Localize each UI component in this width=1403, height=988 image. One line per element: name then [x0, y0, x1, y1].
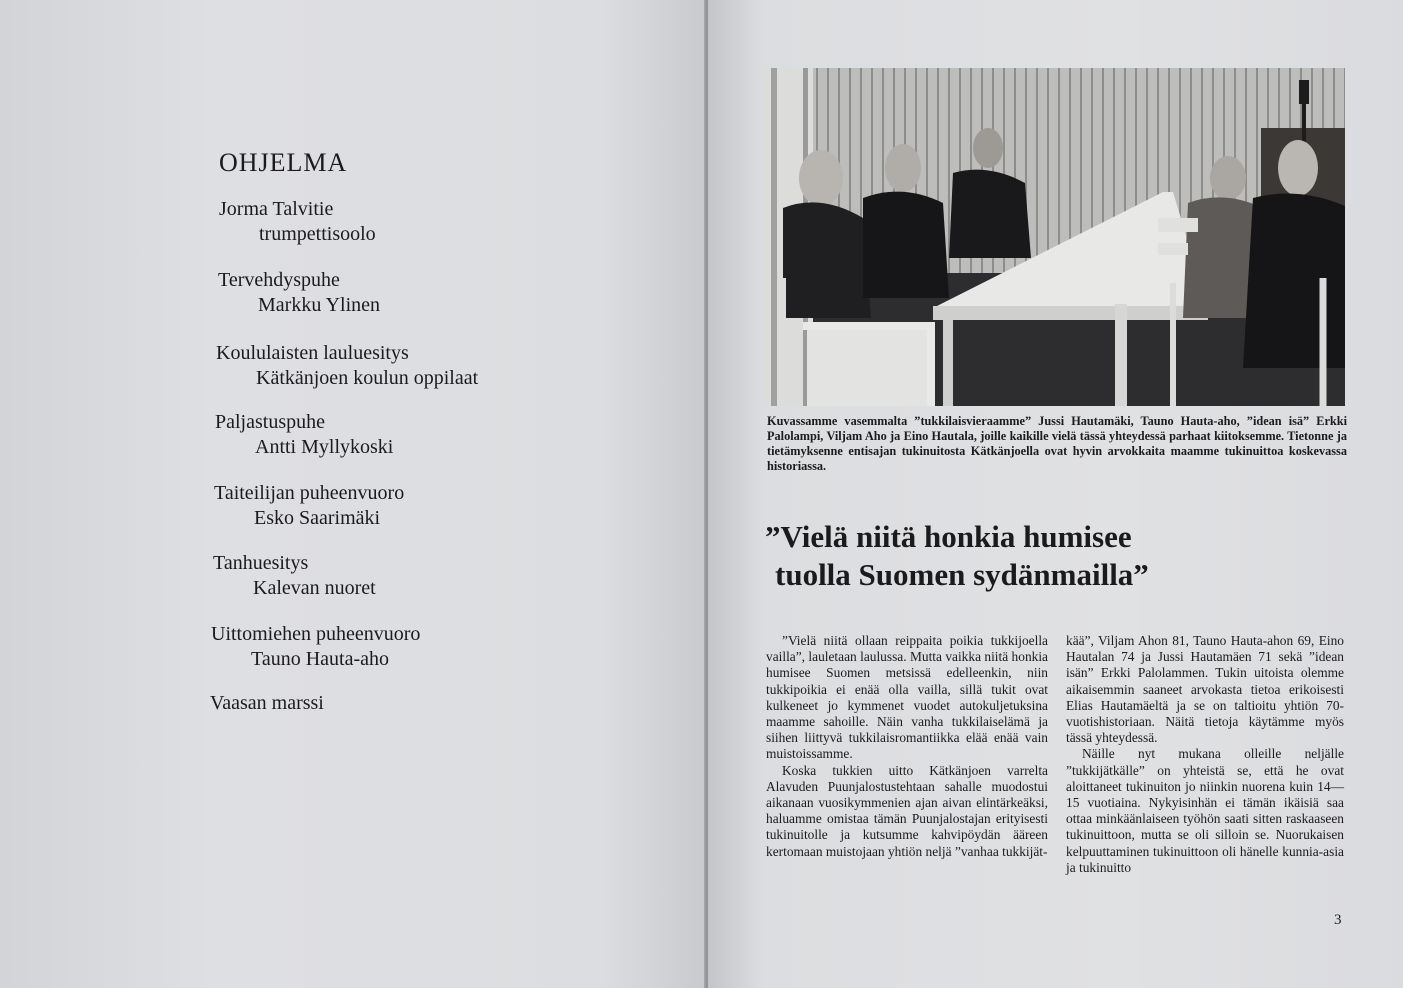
article-paragraph: Näille nyt mukana olleille neljälle ”tukkijätkälle” on yhteistä se, että he ovat aloittaneet tukinuiton jo niinkin nuorena kuin 14—15 vuotiaina. Nykyisinhän ei tämän ikäisiä saa ottaa minkäänlaiseen työhön saati sitten raskaaseen tukinuittoon, mutta se oli silloin se. Nuorukaisen kelpuuttaminen tukinuittoon oli hänelle kunnia-asia ja tukinuitto	[1066, 746, 1344, 875]
program-item	[219, 197, 376, 247]
article-column-1	[766, 633, 1048, 860]
photo-illustration	[763, 68, 1345, 406]
program-item	[215, 410, 393, 460]
headline-line-2: tuolla Suomen sydänmailla”	[775, 557, 1149, 592]
program-item	[213, 551, 376, 601]
headline-line-1: ”Vielä niitä honkia humisee	[765, 519, 1132, 554]
article-headline	[765, 518, 1205, 594]
program-item	[210, 691, 324, 716]
program-act: Uittomiehen puheenvuoro	[211, 623, 421, 645]
program-title: OHJELMA	[219, 148, 348, 177]
program-performer: Tauno Hauta-aho	[251, 648, 389, 670]
program-act: Tanhuesitys	[213, 552, 309, 574]
photo-caption: Kuvassamme vasemmalta ”tukkilaisvieraamme” Jussi Hautamäki, Tauno Hauta-aho, ”idean isä” Erkki Palolampi, Viljam Aho ja Eino Hautala, joille kaikille vielä tässä yhteydessä parhaat kiitoksemme. Tietonne ja tietämyksenne entisajan tukinuitosta Kätkänjoella ovat hyvin arvokkaita maamme tukinuittoa koskevassa historiassa.	[767, 414, 1347, 473]
program-item	[216, 341, 478, 391]
article-column-2	[1066, 633, 1344, 876]
group-photo	[763, 68, 1345, 406]
page-number: 3	[1334, 912, 1342, 928]
program-performer: Markku Ylinen	[258, 294, 381, 316]
program-act: Taiteilijan puheenvuoro	[214, 482, 405, 504]
program-act: Vaasan marssi	[210, 692, 324, 714]
program-act: Koululaisten lauluesitys	[216, 342, 409, 364]
program-item	[211, 622, 420, 672]
program-performer: Antti Myllykoski	[255, 436, 394, 458]
article-paragraph: kää”, Viljam Ahon 81, Tauno Hauta-ahon 69, Eino Hautalan 74 ja Jussi Hautamäen 71 sekä ”idean isän” Erkki Palolammen. Tukin uitoista olemme aikaisemmin saaneet arvokasta tietoa erikoisesti Elias Hautamäeltä ja se on taltioitu yhtiön 70-vuotishistoriaan. Näitä tietoja käytämme myös tässä yhteydessä.	[1066, 633, 1344, 746]
program-act: Paljastuspuhe	[215, 411, 325, 433]
program-performer: Esko Saarimäki	[254, 507, 381, 529]
program-performer: Kätkänjoen koulun oppilaat	[256, 367, 479, 389]
program-item	[214, 481, 404, 531]
program-act: Jorma Talvitie	[219, 198, 334, 220]
program-item	[218, 268, 380, 318]
article-paragraph: Koska tukkien uitto Kätkänjoen varrelta Alavuden Puunjalostustehtaan sahalle muodostui aikanaan vuosikymmenien ajan aivan elintärkeäksi, haluamme omistaa tämän Puunjalostajan erityisesti tukinuitolle ja kutsumme kahvipöydän ääreen kertomaan muistojaan yhtiön neljä ”vanhaa tukkijät-	[766, 762, 1048, 859]
program-performer: Kalevan nuoret	[253, 577, 376, 599]
program-act: Tervehdyspuhe	[218, 269, 340, 291]
article-paragraph: ”Vielä niitä ollaan reippaita poikia tukkijoella vailla”, lauletaan laulussa. Mutta vaikka niitä honkia humisee Suomen metsissä edelleenkin, niin tukkipoikia ei enää olla vailla, sillä tukit ovat kulkeneet jo kymmenet vuodet autokuljetuksina maamme sahoille. Näin vanha tukkilaiselämä ja siihen liittyvä tukkilaisromantiikka elää enää vain muistoissamme.	[766, 633, 1048, 762]
program-performer: trumpettisoolo	[259, 223, 376, 245]
